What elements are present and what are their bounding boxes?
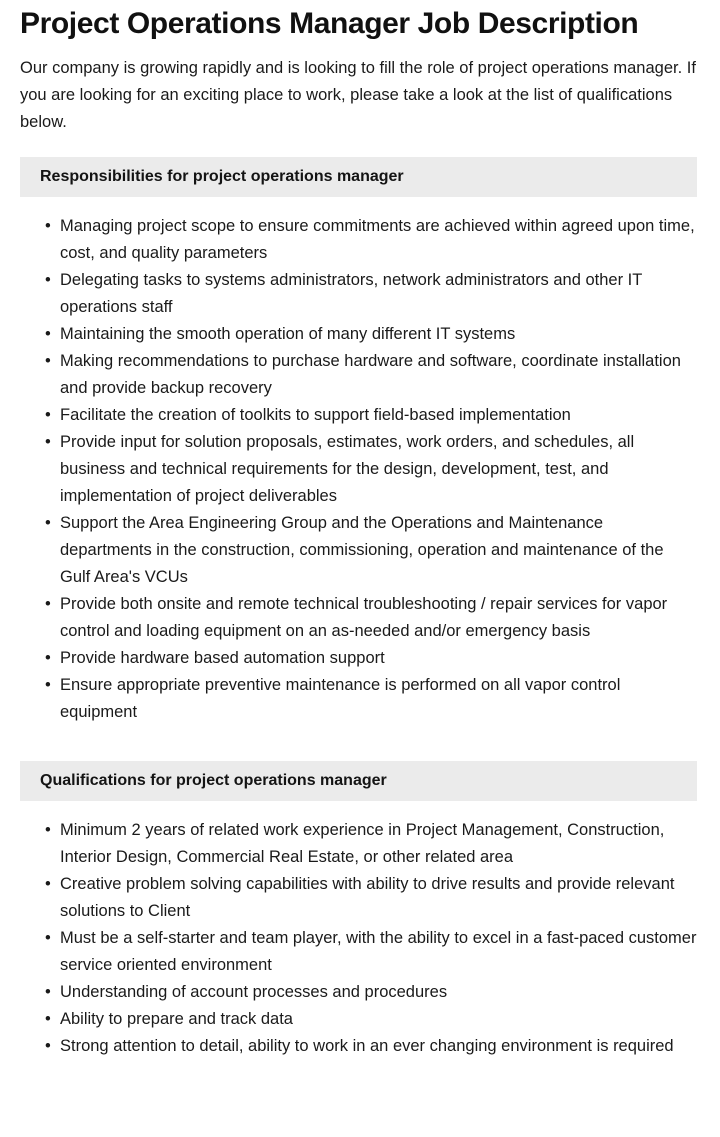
bullet-icon: • bbox=[45, 514, 51, 532]
bullet-icon: • bbox=[45, 875, 51, 893]
list-item bbox=[45, 1006, 697, 1033]
list-item bbox=[45, 925, 697, 979]
list-item-text: Must be a self-starter and team player, with the ability to excel in a fast-paced customer service oriented environment bbox=[60, 929, 697, 974]
bullet-icon: • bbox=[45, 821, 51, 839]
list-item bbox=[45, 817, 697, 871]
list-item-text: Maintaining the smooth operation of many different IT systems bbox=[60, 325, 516, 343]
list-item bbox=[45, 348, 697, 402]
list-item bbox=[45, 213, 697, 267]
list-item bbox=[45, 402, 697, 429]
list-item bbox=[45, 510, 697, 591]
list-item-text: Provide input for solution proposals, estimates, work orders, and schedules, all business and technical requirements for the design, development, test, and implementation of project deliverables bbox=[60, 433, 635, 505]
list-spacer bbox=[0, 726, 720, 740]
section-qualifications bbox=[0, 761, 720, 1060]
list-item-text: Minimum 2 years of related work experience in Project Management, Construction, Interior Design, Commercial Real Estate, or other related area bbox=[60, 821, 665, 866]
list-item bbox=[45, 672, 697, 726]
page-bottom-spacer bbox=[0, 1060, 720, 1100]
bullet-icon: • bbox=[45, 433, 51, 451]
section-header-label: Responsibilities for project operations manager bbox=[40, 168, 404, 185]
bullet-icon: • bbox=[45, 406, 51, 424]
bullet-icon: • bbox=[45, 217, 51, 235]
list-item-text: Ability to prepare and track data bbox=[60, 1010, 293, 1028]
list-item-text: Facilitate the creation of toolkits to support field-based implementation bbox=[60, 406, 571, 424]
list-item bbox=[45, 429, 697, 510]
bullet-icon: • bbox=[45, 595, 51, 613]
list-item-text: Making recommendations to purchase hardware and software, coordinate installation and provide backup recovery bbox=[60, 352, 681, 397]
list-item bbox=[45, 645, 697, 672]
bullet-icon: • bbox=[45, 676, 51, 694]
qualifications-list bbox=[0, 801, 720, 1060]
bullet-icon: • bbox=[45, 929, 51, 947]
list-item bbox=[45, 979, 697, 1006]
list-item-text: Ensure appropriate preventive maintenance is performed on all vapor control equipment bbox=[60, 676, 621, 721]
list-item bbox=[45, 591, 697, 645]
list-item-text: Provide both onsite and remote technical troubleshooting / repair services for vapor control and loading equipment on an as-needed and/or emergency basis bbox=[60, 595, 668, 640]
responsibilities-list bbox=[0, 197, 720, 726]
section-header-qualifications bbox=[20, 761, 697, 801]
intro-paragraph: Our company is growing rapidly and is looking to fill the role of project operations manager. If you are looking for an exciting place to work, please take a look at the list of qualifications below. bbox=[20, 59, 696, 131]
list-item bbox=[45, 1033, 697, 1060]
list-item-text: Understanding of account processes and procedures bbox=[60, 983, 448, 1001]
page-title: Project Operations Manager Job Description bbox=[20, 7, 639, 40]
list-item bbox=[45, 321, 697, 348]
bullet-icon: • bbox=[45, 1010, 51, 1028]
bullet-icon: • bbox=[45, 352, 51, 370]
bullet-icon: • bbox=[45, 325, 51, 343]
section-header-label: Qualifications for project operations manager bbox=[40, 772, 387, 789]
list-item-text: Support the Area Engineering Group and the Operations and Maintenance departments in the construction, commissioning, operation and maintenance of the Gulf Area's VCUs bbox=[60, 514, 664, 586]
bullet-icon: • bbox=[45, 983, 51, 1001]
list-item bbox=[45, 871, 697, 925]
bullet-icon: • bbox=[45, 271, 51, 289]
list-item-text: Provide hardware based automation support bbox=[60, 649, 385, 667]
list-item-text: Delegating tasks to systems administrators, network administrators and other IT operations staff bbox=[60, 271, 643, 316]
list-item bbox=[45, 267, 697, 321]
bullet-icon: • bbox=[45, 649, 51, 667]
section-header-responsibilities bbox=[20, 157, 697, 197]
list-item-text: Managing project scope to ensure commitments are achieved within agreed upon time, cost, and quality parameters bbox=[60, 217, 695, 262]
list-item-text: Creative problem solving capabilities with ability to drive results and provide relevant solutions to Client bbox=[60, 875, 675, 920]
bullet-icon: • bbox=[45, 1037, 51, 1055]
list-item-text: Strong attention to detail, ability to work in an ever changing environment is required bbox=[60, 1037, 674, 1055]
section-responsibilities bbox=[0, 157, 720, 740]
